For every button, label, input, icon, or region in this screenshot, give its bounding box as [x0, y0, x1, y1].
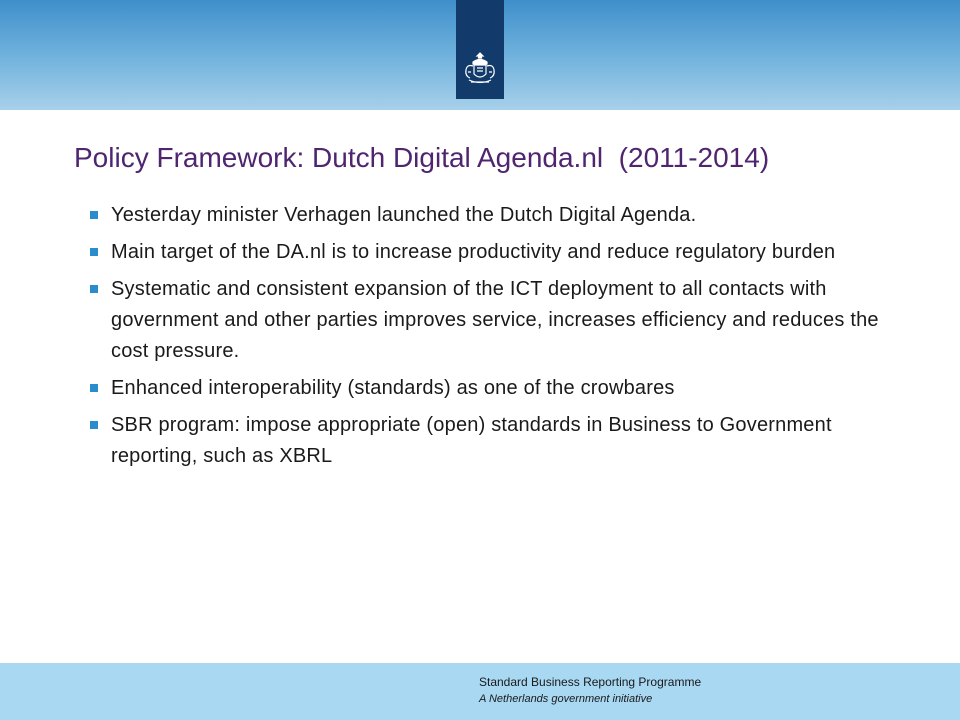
square-bullet-icon	[90, 248, 98, 256]
bullet-item	[88, 237, 896, 268]
bullet-item	[88, 274, 896, 367]
square-bullet-icon	[90, 285, 98, 293]
square-bullet-icon	[90, 211, 98, 219]
bullet-item	[88, 373, 896, 404]
footer-band	[0, 663, 960, 720]
slide-title: Policy Framework: Dutch Digital Agenda.nl (2011-2014)	[74, 142, 770, 173]
footer-tagline: A Netherlands government initiative	[479, 693, 653, 705]
square-bullet-icon	[90, 384, 98, 392]
government-logo	[456, 0, 504, 99]
bullet-item	[88, 200, 896, 231]
bullet-text: Enhanced interoperability (standards) as one of the crowbares	[111, 377, 675, 399]
royal-coat-of-arms-icon	[460, 50, 500, 90]
bullet-text: Main target of the DA.nl is to increase productivity and reduce regulatory burden	[111, 241, 836, 263]
bullet-text: SBR program: impose appropriate (open) standards in Business to Government reporting, such as XBRL	[111, 414, 832, 467]
footer-programme-name: Standard Business Reporting Programme	[479, 675, 702, 689]
bullet-text: Yesterday minister Verhagen launched the Dutch Digital Agenda.	[111, 204, 697, 226]
bullet-text: Systematic and consistent expansion of the ICT deployment to all contacts with government and other parties improves service, increases efficiency and reduces the cost pressure.	[111, 278, 879, 362]
bullet-item	[88, 410, 896, 472]
bullet-list	[88, 200, 896, 478]
square-bullet-icon	[90, 421, 98, 429]
